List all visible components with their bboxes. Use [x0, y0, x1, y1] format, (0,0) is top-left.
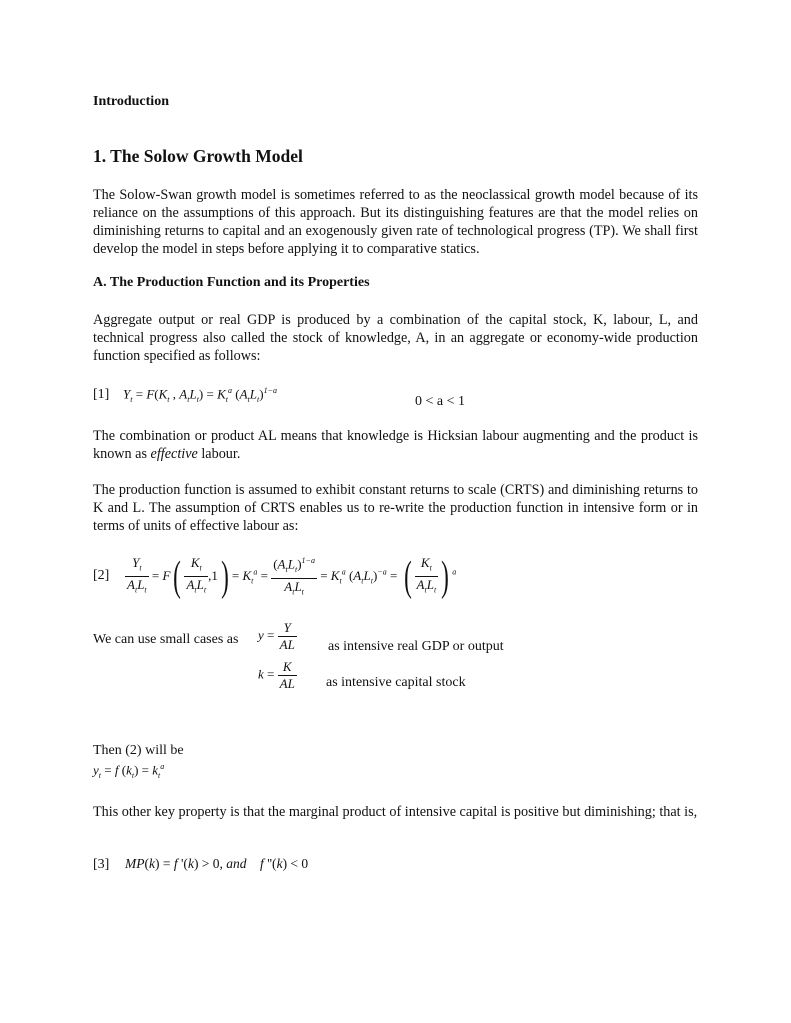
paragraph-effective-labour: The combination or product AL means that knowledge is Hicksian labour augmenting and the product is known as effective labour. [93, 428, 698, 462]
paragraph-crts: The production function is assumed to exhibit constant returns to scale (CRTS) and diminishing returns to K and L. The assumption of CRTS enables us to re-write the production function in intensive form or in terms of units of effective labour as: [93, 482, 698, 534]
intensive-intro: We can use small cases as [93, 632, 239, 647]
equation-2-label: [2] [93, 568, 110, 583]
intensive-production-function: $y_t = f$ $(k_t) = k_t^a$ [93, 762, 165, 780]
y-intensive-description: as intensive real GDP or output [328, 639, 504, 654]
subsection-title: A. The Production Function and its Properties [93, 275, 370, 290]
equation-3-and: and [226, 856, 247, 871]
equation-1-condition: 0 < a < 1 [415, 394, 466, 409]
then-text: Then (2) will be [93, 743, 184, 758]
equation-1: $Y_t = F(K_t$ , $A_tL_t) = K_t^a$ $(A_tL_t)^{1-a}$ [123, 386, 277, 404]
paragraph-intro: The Solow-Swan growth model is sometimes referred to as the neoclassical growth model because of its reliance on the assumptions of this approach. But its distinguishing features are that the model relies on diminishing returns to capital and an exogenously given rate of technological progress (TP). We shall first develop the model in steps before applying it to comparative statics. [93, 187, 698, 257]
paragraph-marginal-product: This other key property is that the marginal product of intensive capital is positive but diminishing; that is, [93, 804, 698, 820]
section-title: 1. The Solow Growth Model [93, 146, 303, 166]
y-intensive-definition: y = $\frac{Y}{AL}$ [258, 620, 295, 652]
k-intensive-definition: k = $\frac{K}{AL}$ [258, 659, 295, 691]
equation-3: MP(k) = f '(k) > 0, and f ''(k) < 0 [125, 856, 309, 871]
k-intensive-description: as intensive capital stock [326, 675, 466, 690]
equation-1-label: [1] [93, 387, 110, 402]
paragraph-aggregate-output: Aggregate output or real GDP is produced by a combination of the capital stock, K, labour, L, and technical progress also called the stock of knowledge, A, in an aggregate or economy-wide production function specified as follows: [93, 312, 698, 364]
equation-3-label: [3] [93, 857, 110, 872]
equation-2: $\frac{Y_t}{A_tL_t}$ = F( $\frac{K_t}{A_tL_t}$ $,1) = K_t^a$ = $\frac{(A_tL_t)^{1-a}}{A_tL_t}$ = $K_t^a$ $(A_tL_t)^{-a}$ = ( $\frac{K_t}{A_tL_t}$ ) $^a$ [127, 553, 457, 600]
intro-heading: Introduction [93, 94, 169, 109]
